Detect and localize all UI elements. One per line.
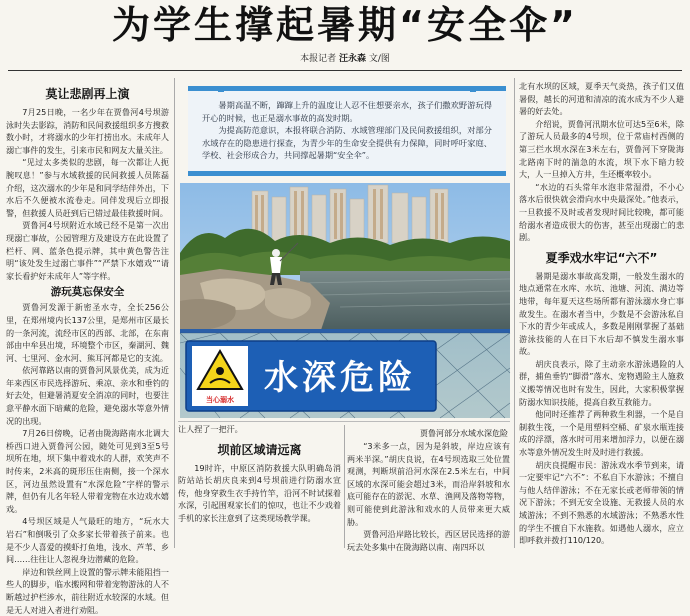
column-divider [174, 78, 175, 548]
intro-box [188, 86, 506, 176]
subhead-safety: 游玩莫忘保安全 [50, 286, 125, 299]
column-divider [514, 78, 515, 548]
paragraph: 7月26日傍晚，记者由陇海路南水北调大桥西口进入贾鲁河公园，随处可见到3至5号坝所在地，坝下集中着戏水的人群，欢笑声不时传来，2米高的斑形压住南侧，接一个深水区，河边虽然设置有“水深危险”字样的警示牌，但仍有儿名年轻人带着宠物在水边戏水嬉戏。 [6, 428, 169, 514]
sign-small-label: 当心溺水 [206, 396, 234, 404]
paragraph: “见过太多类似的悲剧，每一次都让人扼腕叹息！”参与水域救援的民间救援人员陈磊介绍，这次溺水的少年是和同学结伴外出，下水后不久便被水流卷走。同伴发现后立即报警，但救援人员赶到后已错过最佳救援时间。 [6, 157, 169, 218]
column-4 [519, 80, 684, 548]
byline [180, 53, 510, 65]
headline: 为学生撑起暑期“安全伞” [112, 3, 578, 47]
paragraph: 贾鲁河沿岸路比较长，西区居民选择的游玩去处多集中在陇海路以南、南四环以 [347, 529, 510, 552]
box-tab [218, 86, 224, 92]
paragraph: 暑期是溺水事故高发期，一般发生溺水的地点通常在水库、水坑、池塘、河流、满边等地带，每年夏天这些场所都有游泳溺水身亡事故发生。在溺水者当中，少数是不会游泳私自下水的青少年或成人，多数是刚刚掌握了基础游泳技能的人在日下水后却不慎发生溺水事故。 [519, 270, 684, 357]
column-1 [6, 80, 169, 615]
byline-name: 汪永森 [338, 54, 366, 64]
paragraph: 岸边和铁丝网上设置的警示牌未能阻挡一些人的脚步，临水搬网和带着宠物游泳的人不断越过护栏涉水，前往附近水较深的水域。但是无人对进入者进行劝阻。 [6, 566, 169, 615]
subhead-tragedy: 莫让悲剧再上演 [45, 87, 130, 101]
paragraph: 贾鲁河发源于新密圣水寺，全长256公里，在郑州境内长137公里，是郑州市区最长的一条河流，流经市区的西部、北部，在东南部由中牟县出境，环境整个市区，秦湖河、魏河、七里河、金水河、熊耳河都是它的支流。 [6, 302, 169, 363]
paragraph: 4号坝区域是人气最旺的地方，“玩水大岩石”和倒吸引了众多家长带着孩子前来。也是不少人喜爱的摸虾打鱼地，浅水、芦苇、乡间……往往让人忽视身边潜藏的危险。 [6, 516, 169, 565]
subhead-six-nots: 夏季戏水牢记“六不” [545, 250, 658, 265]
caption-rule [178, 421, 510, 422]
paragraph: 北有水坝的区域，夏季天气炎热，孩子们又值暑假，越长的河道和清凉的流水成为不少人避暑的好去处。 [519, 81, 684, 117]
byline-suffix: 文/图 [368, 54, 390, 64]
column-divider [344, 425, 345, 548]
subhead-stay-away: 坝前区域请远离 [217, 442, 302, 457]
river-scene-illustration [180, 183, 510, 418]
paragraph: 胡庆良表示，除了主动亲水游泳遇险的人群，捕鱼垂钓“脚滑”落水、宠物遇险主人施救义搬等情况也时有发生，因此，大家积极掌握防溺水知识技能，提高自救互救能力。 [519, 358, 684, 407]
river-photo [180, 183, 510, 418]
column-2a [178, 423, 341, 548]
byline-prefix: 本报记者 [300, 54, 337, 64]
photo-caption: 贾鲁河部分水域水深危险 [420, 429, 508, 438]
paragraph: 介绍说，贾鲁河汛期水位可达5至6米，除了游玩人员最多的4号坝，位于常庙村西侧的第三拦水坝水深在3米左右，贾鲁河下穿陇海北路南下时的湍急的水流，坝下水下暗力较大，人一旦掉入方井，生还概率较小。 [519, 118, 684, 180]
paragraph: “水边的石头常年水泡非常湿滑，不小心落水后很快就会滑向水中央最深处。”他表示，一旦救援不及时或者发现时间比较晚，都可能给溺水者造成很大的伤害，甚至出现溺亡的悲剧。 [519, 181, 684, 243]
paragraph: 7月25日晚，一名少年在贾鲁河4号坝游泳时失去影踪，消防和民间救援组织多方搜救数小时，才将溺水的少年打捞出水。未成年人溺亡事件的发生，引来市民和网友大量关注。 [6, 107, 169, 155]
paragraph: 胡庆良提醒市民：游泳戏水季节到来，请一定要牢记“六不”：不私自下水游泳；不擅自与他人结伴游泳；不在无家长或老师带领的情况下游泳；不到无安全设施、无救援人员的水域游泳；不到不熟悉的水域游泳；不熟悉水性的学生不擅自下水施救。如遇他人溺水，应立即呼救并拨打110/120。 [519, 459, 684, 546]
intro-paragraph: 为提高防范意识，本报将联合消防、水域管理部门及民间救援组织，对部分水域存在的隐患进行探查，为青少年的生命安全提供有力保障，同时呼吁家庭、学校、社会形成合力，共同撑起暑期“安全伞”。 [202, 125, 492, 161]
top-rule [8, 70, 682, 71]
paragraph: “3米多一点，因为是斜坡，岸边应该有两米半深。”胡庆良说，在4号坝选取三处位置观测，判断坝前沿河水深在2.5米左右，中间区域的水深可能会超过3米，而沿岸斜坡和水底可能存在的淤泥、水草、渔网及落物等物，则可能使到此游泳和戏水的人员带来更大威胁。 [347, 441, 510, 527]
paragraph: 他同时还推荐了两种救生利器，一个是自制救生筏，一个是用塑料空桶、矿泉水瓶连接成的浮漂，落水时可用来增加浮力，以便在溺水等意外情况发生时及时进行救援。 [519, 409, 684, 458]
paragraph: 让人捏了一把汗。 [178, 424, 243, 434]
box-tab [470, 86, 476, 92]
sign-main-text: 水深危险 [264, 358, 416, 398]
paragraph: 19时许，中原区消防救援大队明确岛消防站站长胡庆良来到4号坝前进行防溺水宣传，他身穿救生衣手持竹竿，沿河不时试探着水深，引起围观家长们的惊叹，也让不少戏着手机的家长注意到了这类现场教学课。 [178, 462, 341, 523]
column-2b [347, 440, 510, 552]
intro-paragraph: 暑期高温不断，蹿蹿上升的温度让人忍不住想要亲水，孩子们撒欢野游玩得开心的时候，也正是溺水事故的高发时期。 [202, 100, 492, 123]
paragraph: 贾鲁河4号坝附近水域已经不是第一次出现溺亡事故，公园管理方及建设方在此设置了栏杆、网、蓝条色提示牌，其中黄色警告注明“该处发生过溺亡事件”“严禁下水嬉戏”“请家长看护好未成年人”等字样。 [6, 220, 169, 281]
paragraph: 依河靠路以南的贾鲁河风景优美，成为近年来西区市民选择游玩、乘凉、亲水和垂钓的好去处，但避暑消夏安全消凉的同时，也要注意平静水面下暗藏的危险，避免溺水等意外情况的出现。 [6, 365, 169, 426]
